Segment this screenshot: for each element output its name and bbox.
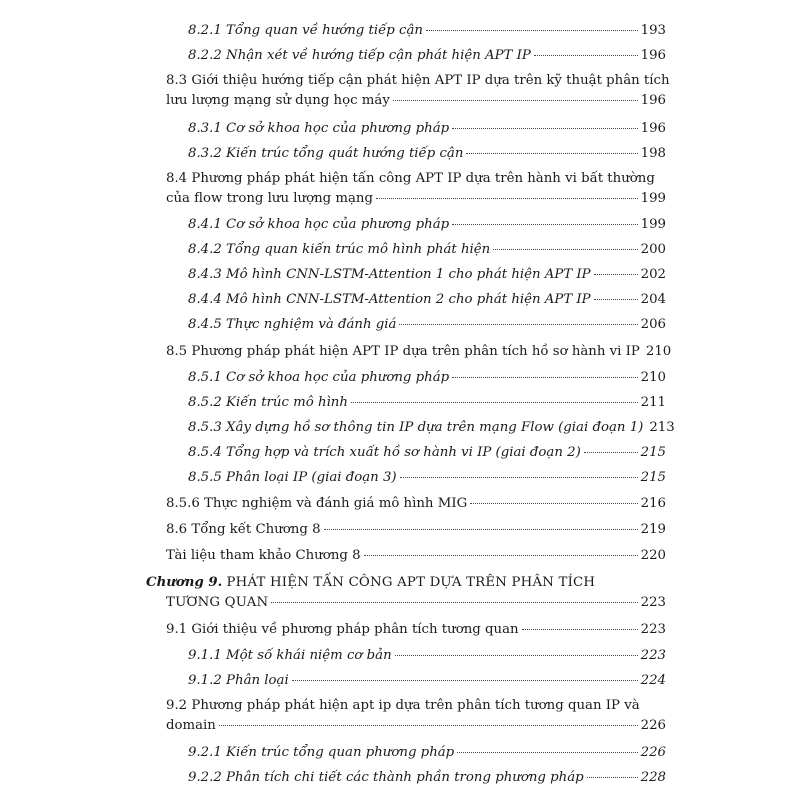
toc-row [188,119,666,138]
toc-title: 8.4.1 Cơ sở khoa học của phương pháp [188,217,450,232]
toc-page-number: 223 [640,595,666,610]
toc-title-line1: 9.2 Phương pháp phát hiện apt ip dựa trên phân tích tương quan IP và [166,698,640,713]
toc-title: 8.5 Phương pháp phát hiện APT IP dựa trên phân tích hồ sơ hành vi IP [166,344,640,359]
toc-page-number: 228 [640,770,666,785]
toc-page-number: 211 [640,395,666,410]
toc-leader [466,153,637,154]
toc-row [188,21,666,40]
toc-title-line2: lưu lượng mạng sử dụng học máy [166,93,390,108]
toc-page-number: 193 [640,23,666,38]
toc-leader [395,655,638,656]
toc-title: 8.5.1 Cơ sở khoa học của phương pháp [188,370,450,385]
toc-title: 9.2.1 Kiến trúc tổng quan phương pháp [188,745,455,760]
toc-title: Tài liệu tham khảo Chương 8 [166,548,361,563]
toc-row [188,368,666,387]
toc-leader [271,602,637,603]
toc-leader [452,128,637,129]
toc-row [188,215,666,234]
toc-page-number: 215 [640,470,666,485]
toc-title: 8.2.2 Nhận xét về hướng tiếp cận phát hiện APT IP [188,48,531,63]
toc-title: 8.5.3 Xây dựng hồ sơ thông tin IP dựa trên mạng Flow (giai đoạn 1) [188,420,644,435]
toc-row [188,290,666,309]
toc-leader [470,503,637,504]
toc-row [188,240,666,259]
toc-title-line1: PHÁT HIỆN TẤN CÔNG APT DỰA TRÊN PHÂN TÍCH [226,575,596,590]
toc-page-number: 198 [640,146,666,161]
toc-row [188,265,666,284]
toc-page-number: 200 [640,242,666,257]
toc-title: 9.1.2 Phân loại [188,673,289,688]
toc-leader [426,30,638,31]
toc-page-number: 210 [640,370,666,385]
toc-title: 8.5.2 Kiến trúc mô hình [188,395,348,410]
toc-title: 9.2.2 Phân tích chi tiết các thành phần trong phương pháp [188,770,584,785]
toc-leader [534,55,638,56]
toc-title-line2: của flow trong lưu lượng mạng [166,191,373,206]
toc-page-number: 199 [640,191,666,206]
toc-leader [452,377,637,378]
toc-title-line1: 8.3 Giới thiệu hướng tiếp cận phát hiện APT IP dựa trên kỹ thuật phân tích [166,73,670,88]
toc-page-number: 204 [640,292,666,307]
toc-row [166,342,672,361]
toc-leader [457,752,637,753]
toc-page-number: 223 [640,622,666,637]
toc-page-number: 196 [640,121,666,136]
toc-leader [594,299,638,300]
toc-page-number: 224 [640,673,666,688]
toc-title: 8.5.5 Phân loại IP (giai đoạn 3) [188,470,397,485]
toc-leader [594,274,638,275]
toc-page-number: 216 [640,496,666,511]
toc-title: 8.5.4 Tổng hợp và trích xuất hồ sơ hành vi IP (giai đoạn 2) [188,445,581,460]
toc-leader [400,477,638,478]
toc-page-number: 202 [640,267,666,282]
toc-page-number: 206 [640,317,666,332]
toc-title-line2: domain [166,718,216,733]
toc-row [166,546,666,565]
toc-leader [324,529,638,530]
toc-row [166,593,666,612]
toc-row [188,671,666,690]
toc-row [166,494,666,513]
toc-title: 8.2.1 Tổng quan về hướng tiếp cận [188,23,423,38]
toc-title: 8.3.2 Kiến trúc tổng quát hướng tiếp cận [188,146,464,161]
toc-title: 9.1 Giới thiệu về phương pháp phân tích tương quan [166,622,519,637]
toc-page-number: 215 [640,445,666,460]
toc-leader [587,777,638,778]
toc-leader [292,680,638,681]
toc-row [188,468,666,487]
toc-row [188,743,666,762]
toc-row [166,520,666,539]
toc-leader [376,198,638,199]
toc-row [166,189,666,208]
toc-title-line2: TƯƠNG QUAN [166,595,269,610]
toc-leader [522,629,638,630]
toc-page-number: 220 [640,548,666,563]
toc-title-line1: 8.4 Phương pháp phát hiện tấn công APT IP dựa trên hành vi bất thường [166,171,655,186]
toc-page-number: 199 [640,217,666,232]
toc-row [188,443,666,462]
toc-leader [584,452,638,453]
toc-page-number: 196 [640,93,666,108]
toc-row [188,646,666,665]
chapter-label: Chương 9. [146,575,223,590]
toc-leader [399,324,637,325]
toc-title: 8.5.6 Thực nghiệm và đánh giá mô hình MIG [166,496,468,511]
toc-leader [493,249,637,250]
toc-page-number: 196 [640,48,666,63]
toc-row [188,315,666,334]
toc-chapter-heading [146,573,595,592]
toc-leader [364,555,638,556]
toc-page-number: 223 [640,648,666,663]
toc-row [166,91,666,110]
toc-row [166,716,666,735]
toc-row [188,418,675,437]
toc-title: 8.4.5 Thực nghiệm và đánh giá [188,317,397,332]
toc-row [166,620,666,639]
toc-page-number: 210 [645,344,672,359]
toc-row [188,768,666,787]
toc-title: 8.4.2 Tổng quan kiến trúc mô hình phát hiện [188,242,491,257]
toc-page-number: 226 [640,718,666,733]
toc-title: 8.3.1 Cơ sở khoa học của phương pháp [188,121,450,136]
toc-row [188,144,666,163]
toc-leader [393,100,638,101]
toc-row [188,46,666,65]
toc-page-number: 213 [649,420,675,435]
toc-leader [351,402,638,403]
toc-title: 8.4.3 Mô hình CNN-LSTM-Attention 1 cho phát hiện APT IP [188,267,591,282]
toc-title: 8.6 Tổng kết Chương 8 [166,522,321,537]
toc-page-number: 219 [640,522,666,537]
toc-page-number: 226 [640,745,666,760]
toc-title: 9.1.1 Một số khái niệm cơ bản [188,648,392,663]
toc-leader [219,725,638,726]
toc-title: 8.4.4 Mô hình CNN-LSTM-Attention 2 cho phát hiện APT IP [188,292,591,307]
toc-leader [452,224,637,225]
toc-row [188,393,666,412]
